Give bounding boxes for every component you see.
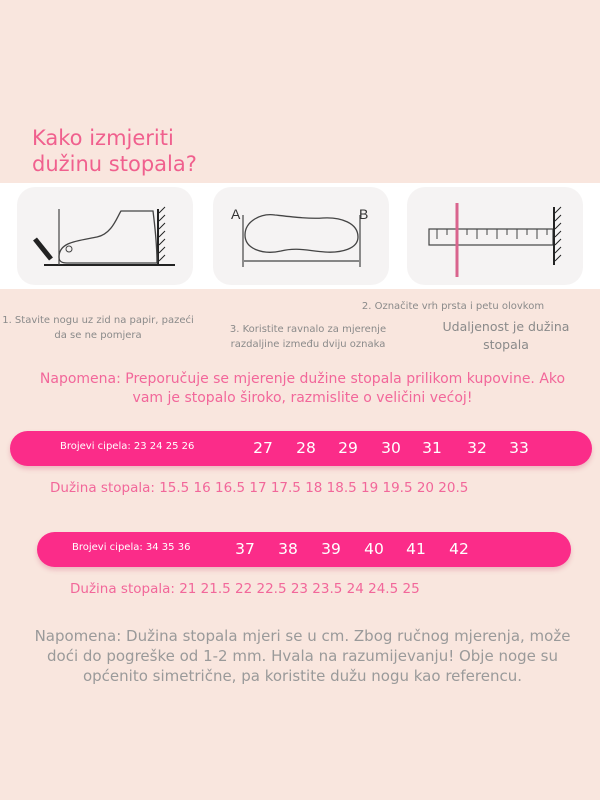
note-top: Napomena: Preporučuje se mjerenje dužine stopala prilikom kupovine. Ako vam je stopalo široko, razmislite o veličini većoj!: [39, 371, 566, 406]
size-value: 29: [338, 439, 358, 457]
step4-caption: Udaljenost je dužina stopala: [442, 319, 570, 352]
size-value: 41: [406, 540, 426, 558]
size-value: 40: [364, 540, 384, 558]
size-value: 32: [467, 439, 487, 457]
step3-caption: 3. Koristite ravnalo za mjerenje razdaljine između dviju oznaka: [229, 324, 387, 350]
ruler-icon: [407, 187, 583, 285]
step2-illustration: [213, 187, 389, 285]
size-bar-2: [37, 532, 571, 567]
foot-outline-icon: [213, 187, 389, 285]
size-bar-1-label: Brojevi cipela: 23 24 25 26: [60, 441, 195, 452]
label-b: B: [359, 206, 369, 222]
size-bar-1: [10, 431, 592, 466]
foot-length-row-1: Dužina stopala: 15.5 16 16.5 17 17.5 18 18.5 19 19.5 20 20.5: [50, 480, 469, 496]
size-value: 27: [253, 439, 273, 457]
page-title: Kako izmjeriti dužinu stopala?: [32, 126, 197, 176]
foot-length-row-2: Dužina stopala: 21 21.5 22 22.5 23 23.5 24 24.5 25: [70, 581, 420, 597]
label-a: A: [231, 206, 241, 222]
step1-caption: 1. Stavite nogu uz zid na papir, pazeći da se ne pomjera: [2, 315, 194, 341]
size-value: 28: [296, 439, 316, 457]
size-bar-2-label: Brojevi cipela: 34 35 36: [72, 542, 191, 553]
size-value: 31: [422, 439, 442, 457]
size-value: 39: [321, 540, 341, 558]
step1-illustration: [17, 187, 193, 285]
step3-illustration: [407, 187, 583, 285]
size-value: 38: [278, 540, 298, 558]
size-value: 37: [235, 540, 255, 558]
foot-wall-icon: [17, 187, 193, 285]
note-bottom: Napomena: Dužina stopala mjeri se u cm. Zbog ručnog mjerenja, može doći do pogreške od 1-2 mm. Hvala na razumijevanju! Obje noge su općenito simetrične, pa koristite dužu nogu kao referencu.: [34, 627, 571, 685]
size-value: 30: [381, 439, 401, 457]
size-value: 33: [509, 439, 529, 457]
size-value: 42: [449, 540, 469, 558]
step2-caption: 2. Označite vrh prsta i petu olovkom: [361, 301, 545, 312]
